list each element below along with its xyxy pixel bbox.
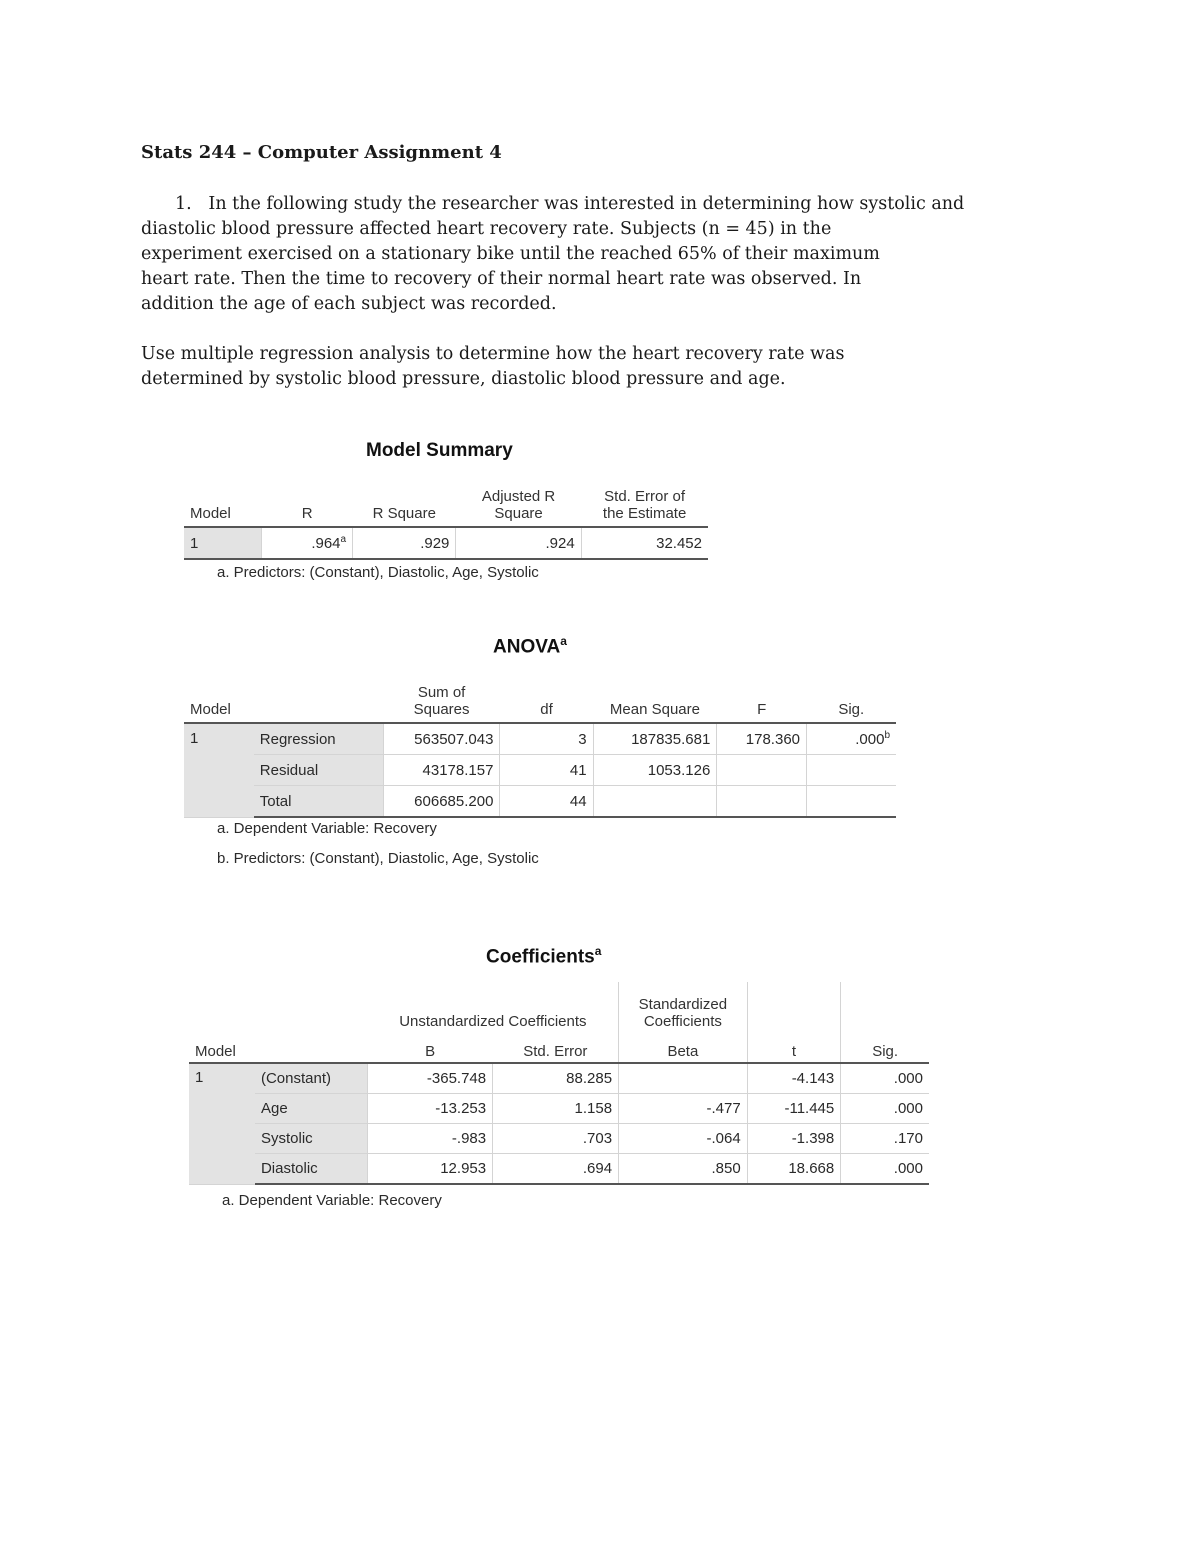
col-header-b: B (425, 1043, 436, 1060)
row-label: Residual (254, 755, 383, 786)
row-label: Total (254, 786, 383, 818)
col-header-sig: Sig. (841, 1030, 929, 1063)
question-1-line: diastolic blood pressure affected heart recovery rate. Subjects (n = 45) in the (141, 219, 832, 239)
cell-beta (619, 1063, 748, 1094)
col-header-unstandardized: Unstandardized Coefficients (399, 1013, 587, 1030)
col-header-r-square: R Square (372, 505, 436, 522)
table-row (189, 1094, 929, 1124)
instruction-line: determined by systolic blood pressure, diastolic blood pressure and age. (141, 369, 786, 389)
cell-sig (807, 786, 896, 818)
table-row (184, 723, 896, 755)
coefficients-title: Coefficients$^a$ (486, 944, 602, 968)
model-summary-table (184, 476, 708, 560)
question-1-line: addition the age of each subject was recorded. (141, 294, 557, 314)
anova-footnote-a: a. Dependent Variable: Recovery (217, 820, 437, 837)
document-title: Stats 244 – Computer Assignment 4 (141, 142, 502, 163)
col-header-sum-of-squares: Sum of Squares (413, 684, 470, 718)
cell-df: 44 (500, 786, 593, 818)
model-summary-title: Model Summary (366, 440, 513, 461)
question-number: 1. (175, 194, 192, 214)
question-1-line (141, 192, 965, 217)
cell-df: 41 (500, 755, 593, 786)
cell-std-error: 1.158 (493, 1094, 619, 1124)
cell-std-error: .703 (493, 1124, 619, 1154)
col-header-std-error: Std. Error of the Estimate (602, 488, 687, 522)
cell-ms: 1053.126 (593, 755, 717, 786)
col-header-std-error: Std. Error (523, 1043, 588, 1060)
row-label: Age (255, 1094, 368, 1124)
cell-sig (807, 755, 896, 786)
cell-r-square: .929 (353, 527, 456, 559)
col-header-df: df (540, 701, 553, 718)
col-header-model: Model (190, 701, 231, 718)
row-label: Diastolic (255, 1154, 368, 1185)
cell-ss: 606685.200 (383, 786, 500, 818)
table-row (189, 1124, 929, 1154)
col-header-standardized: Standardized Coefficients (619, 982, 748, 1030)
col-header-blank (255, 982, 368, 1030)
cell-t: -1.398 (747, 1124, 841, 1154)
question-1-line: experiment exercised on a stationary bike until the reached 65% of their maximum (141, 244, 880, 264)
cell-b: 12.953 (368, 1154, 493, 1185)
table-row (189, 1063, 929, 1094)
col-header-model: Model (190, 505, 231, 522)
row-label-model: 1 (184, 723, 254, 817)
cell-t: -4.143 (747, 1063, 841, 1094)
col-header-model: Model (195, 1043, 236, 1060)
col-header-adjusted-r-square: Adjusted R Square (481, 488, 556, 522)
cell-ms: 187835.681 (593, 723, 717, 755)
coefficients-table (189, 982, 929, 1185)
anova-title: ANOVA$^a$ (493, 634, 567, 658)
cell-std-error: 88.285 (493, 1063, 619, 1094)
cell-b: -365.748 (368, 1063, 493, 1094)
col-header-blank (255, 1030, 368, 1063)
cell-f: 178.360 (717, 723, 807, 755)
col-header-t: t (747, 1030, 841, 1063)
cell-sig: .000 (841, 1154, 929, 1185)
table-row (184, 755, 896, 786)
cell-f (717, 786, 807, 818)
cell-std-error: 32.452 (581, 527, 708, 559)
instruction-paragraph (141, 342, 961, 392)
row-label: (Constant) (255, 1063, 368, 1094)
col-header-blank (841, 982, 929, 1030)
cell-sig: .000 (841, 1094, 929, 1124)
cell-ss: 43178.157 (383, 755, 500, 786)
question-1 (141, 192, 965, 317)
table-row (184, 786, 896, 818)
instruction-line: Use multiple regression analysis to determine how the heart recovery rate was (141, 344, 845, 364)
cell-adjusted-r-square: .924 (456, 527, 581, 559)
cell-r: .964$^a$ (262, 527, 353, 559)
row-label-model: 1 (189, 1063, 255, 1184)
cell-t: 18.668 (747, 1154, 841, 1185)
anova-table (184, 672, 896, 818)
cell-ss: 563507.043 (383, 723, 500, 755)
cell-df: 3 (500, 723, 593, 755)
model-summary-footnote: a. Predictors: (Constant), Diastolic, Age, Systolic (217, 564, 539, 581)
cell-f (717, 755, 807, 786)
col-header-blank (747, 982, 841, 1030)
cell-sig: .170 (841, 1124, 929, 1154)
row-label: Regression (254, 723, 383, 755)
question-1-text: In the following study the researcher was interested in determining how systolic and (208, 194, 965, 214)
cell-t: -11.445 (747, 1094, 841, 1124)
cell-beta: -.064 (619, 1124, 748, 1154)
anova-footnote-b: b. Predictors: (Constant), Diastolic, Age, Systolic (217, 850, 539, 867)
col-header-f: F (757, 701, 767, 718)
cell-std-error: .694 (493, 1154, 619, 1185)
col-header-beta: Beta (619, 1030, 748, 1063)
cell-ms (593, 786, 717, 818)
cell-sig: .000 (841, 1063, 929, 1094)
cell-beta: .850 (619, 1154, 748, 1185)
table-row (184, 527, 708, 559)
col-header-sig: Sig. (838, 701, 865, 718)
col-header-mean-square: Mean Square (609, 701, 700, 718)
row-label: Systolic (255, 1124, 368, 1154)
coefficients-footnote: a. Dependent Variable: Recovery (222, 1192, 442, 1209)
col-header-blank (254, 672, 383, 723)
cell-beta: -.477 (619, 1094, 748, 1124)
col-header-r: R (301, 505, 313, 522)
col-header-blank (189, 982, 255, 1030)
table-row (189, 1154, 929, 1185)
cell-b: -13.253 (368, 1094, 493, 1124)
cell-b: -.983 (368, 1124, 493, 1154)
row-label: 1 (184, 527, 262, 559)
question-1-line: heart rate. Then the time to recovery of their normal heart rate was observed. In (141, 269, 862, 289)
cell-sig: .000$^b$ (807, 723, 896, 755)
